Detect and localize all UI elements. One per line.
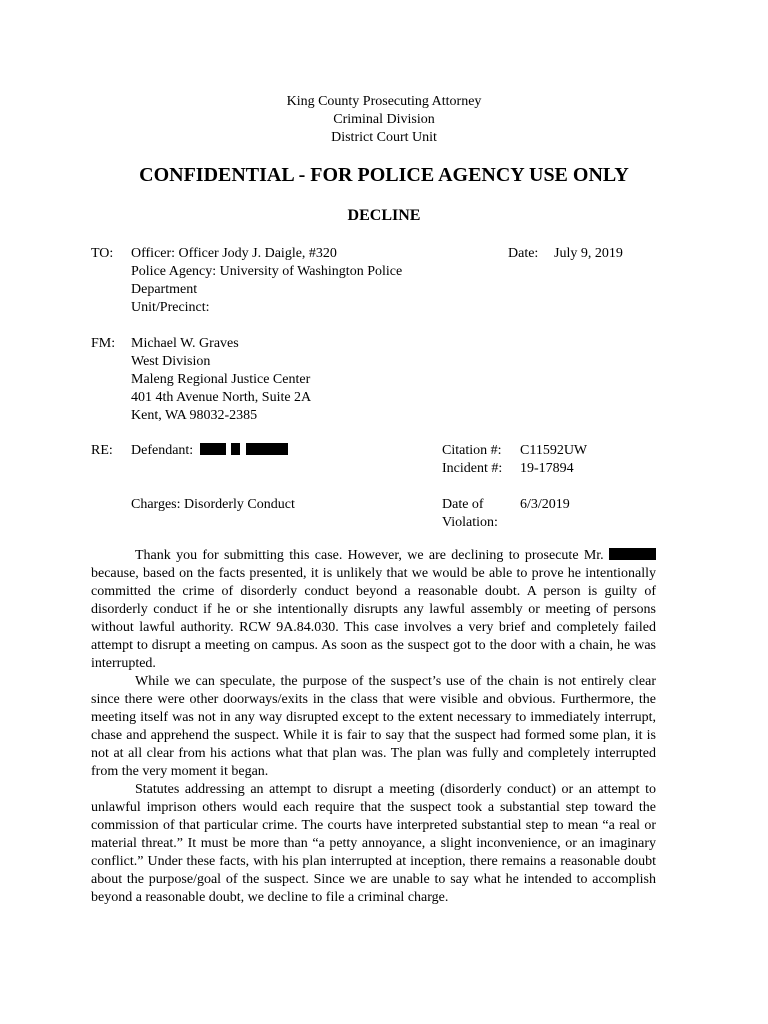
redaction-bar <box>246 443 288 455</box>
date-label: Date: <box>508 246 539 261</box>
re-label: RE: <box>91 443 113 458</box>
paragraph-3: Statutes addressing an attempt to disrupt a meeting (disorderly conduct) or an attempt to unlawful imprison others would each require that the suspect took a substantial step toward the commission of that particular crime. The courts have interpreted substantial step to mean “a real or material threat.” It must be more than “a petty annoyance, a slight inconvenience, or an imaginary conflict.” Under these facts, with his plan interrupted at inception, there remains a reasonable doubt about the purpose/goal of the suspect. Since we are unable to say what he intended to accomplish beyond a reasonable doubt, we decline to file a criminal charge. <box>91 782 656 905</box>
from-street: 401 4th Avenue North, Suite 2A <box>131 390 312 405</box>
from-name: Michael W. Graves <box>131 336 239 351</box>
confidential-heading: CONFIDENTIAL - FOR POLICE AGENCY USE ONLY <box>139 164 629 186</box>
from-city: Kent, WA 98032-2385 <box>131 408 258 423</box>
violation-label: Violation: <box>442 515 498 530</box>
incident-value: 19-17894 <box>520 461 574 476</box>
paragraph-2: While we can speculate, the purpose of the suspect’s use of the chain is not entirely clear since there were other doorways/exits in the class that were visible and obvious. Furthermore, the meeting itself was not in any way disrupted except to the extent necessary to immediately interrupt, chase and apprehend the suspect. While it is fair to say that the suspect had formed some plan, it is not at all clear from his actions what that plan was. The plan was fully and completely interrupted from the very moment it began. <box>91 674 656 779</box>
office-name: King County Prosecuting Attorney <box>286 94 482 109</box>
paragraph-1-start: Thank you for submitting this case. However, we are declining to prosecute Mr. <box>135 548 604 563</box>
charges-line: Charges: Disorderly Conduct <box>131 497 295 512</box>
defendant-line <box>131 442 288 460</box>
violation-date: 6/3/2019 <box>520 497 570 512</box>
from-label: FM: <box>91 336 116 351</box>
paragraph-1 <box>91 547 656 673</box>
date-value: July 9, 2019 <box>554 246 623 261</box>
redaction-bar <box>200 443 226 455</box>
agency-line-1: Police Agency: University of Washington Police <box>131 264 403 279</box>
defendant-label: Defendant: <box>131 443 194 458</box>
officer-line: Officer: Officer Jody J. Daigle, #320 <box>131 246 337 261</box>
from-center: Maleng Regional Justice Center <box>131 372 311 387</box>
citation-value: C11592UW <box>520 443 588 458</box>
division-name: Criminal Division <box>333 112 435 127</box>
redaction-bar <box>231 443 240 455</box>
to-label: TO: <box>91 246 114 261</box>
unit-name: District Court Unit <box>331 130 437 145</box>
redaction-bar <box>609 548 656 560</box>
letter-body <box>91 547 656 907</box>
agency-line-2: Department <box>131 282 198 297</box>
date-of-label: Date of <box>442 497 484 512</box>
from-division: West Division <box>131 354 211 369</box>
incident-label: Incident #: <box>442 461 503 476</box>
paragraph-1-rest: because, based on the facts presented, it is unlikely that we would be able to prove he intentionally committed the crime of disorderly conduct beyond a reasonable doubt. A person is guilty of disorderly conduct if he or she intentionally disrupts any lawful assembly or meeting of persons without lawful authority. RCW 9A.84.030. This case involves a very brief and completely failed attempt to disrupt a meeting on campus. As soon as the suspect got to the door with a chain, he was interrupted. <box>91 566 656 671</box>
unit-precinct-line: Unit/Precinct: <box>131 300 210 315</box>
decision-heading: DECLINE <box>347 207 421 224</box>
citation-label: Citation #: <box>442 443 502 458</box>
